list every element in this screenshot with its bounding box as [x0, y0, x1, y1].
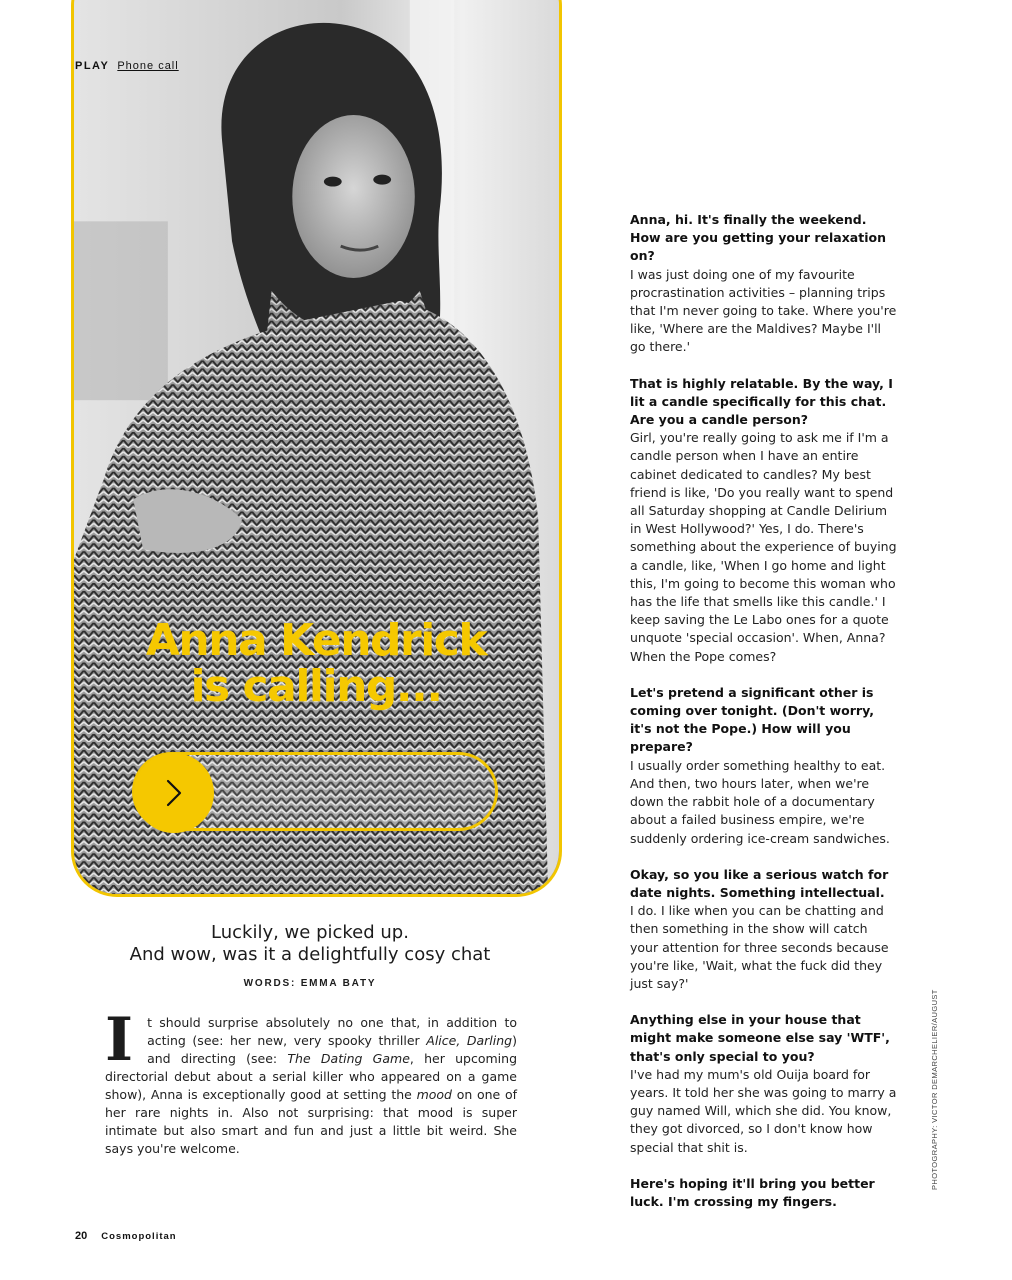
intro-text-4: on one of her rare nights in. Also not surprising: that mood is super intimate but also smart and fun and just a little bit weird. She says you're welcome. — [105, 1087, 517, 1156]
section-name: PLAY — [75, 60, 110, 72]
film-title-alice-darling: Alice, Darling — [426, 1033, 513, 1048]
page-footer — [75, 1230, 177, 1242]
byline: WORDS: EMMA BATY — [243, 978, 377, 989]
question-4: Okay, so you like a serious watch for date nights. Something intellectual. — [630, 866, 889, 900]
answer-1: I was just doing one of my favourite procrastination activities – planning trips that I'm never going to take. Where you're like, 'Where are the Maldives? Maybe I'll go there.' — [630, 266, 897, 355]
intro-emphasis: mood — [416, 1087, 452, 1102]
headline-line-1: Anna Kendrick — [145, 615, 487, 666]
standfirst-line-2: And wow, was it a delightfully cosy chat — [129, 944, 491, 965]
question-3: Let's pretend a significant other is coming over tonight. (Don't worry, it's not the Pope.) How will you prepare? — [630, 684, 875, 755]
photo-credit: PHOTOGRAPHY: VICTOR DEMARCHELIER/AUGUST — [930, 989, 939, 1190]
question-1: Anna, hi. It's finally the weekend. How are you getting your relaxation on? — [630, 212, 886, 264]
intro-text-1: t should surprise absolutely no one that, in addition to acting (see: her new, very spooky thriller — [147, 1015, 517, 1048]
drop-cap: I — [105, 1005, 134, 1075]
question-5: Anything else in your house that might make someone else say 'WTF', that's only special to you? — [630, 1012, 890, 1064]
standfirst-line-1: Luckily, we picked up. — [211, 922, 409, 943]
headline — [96, 615, 536, 712]
answer-call-button[interactable] — [134, 753, 214, 833]
question-2: That is highly relatable. By the way, I lit a candle specifically for this chat. Are you a candle person? — [630, 375, 893, 428]
interview-column — [630, 211, 897, 1211]
intro-text-2: ) and directing (see: — [147, 1033, 518, 1066]
chevron-right-icon — [163, 778, 185, 808]
answer-4: I do. I like when you can be chatting and then something in the show will catch your attention for three seconds because you're like, 'Wait, what the fuck did they just say?' — [630, 903, 889, 991]
question-6: Here's hoping it'll bring you better luck. I'm crossing my fingers. — [630, 1175, 875, 1209]
headline-line-2: is calling... — [190, 661, 442, 712]
intro-paragraph — [105, 1005, 518, 1158]
standfirst — [100, 922, 520, 966]
magazine-name: Cosmopolitan — [101, 1231, 177, 1242]
answer-2: Girl, you're really going to ask me if I'm a candle person when I have an entire cabinet dedicated to candles? My best friend is like, 'Do you really want to spend all Saturday shopping at Candle Delirium in West Hollywood?' Yes, I do. There's something about the experience of buying a candle, like, 'When I go home and light this, I'm going to become this woman who has the life that smells like this candle.' I keep saving the Le Labo ones for a quote unquote 'special occasion'. When, Anna? When the Pope comes? — [630, 430, 897, 664]
answer-5: I've had my mum's old Ouija board for years. It told her she was going to marry a guy named Will, which she did. You know, they got divorced, so I don't know how special that shit is. — [630, 1066, 897, 1155]
page-number: 20 — [75, 1230, 88, 1242]
section-label — [75, 60, 179, 72]
answer-3: I usually order something healthy to eat. And then, two hours later, when we're down the rabbit hole of a documentary about a failed business empire, we're suddenly ordering ice-cream sandwiches. — [630, 757, 890, 846]
section-sublabel: Phone call — [117, 60, 179, 72]
intro-text-3: , her upcoming directorial debut about a serial killer who appeared on a game show), Anna is exceptionally good at setting the — [105, 1051, 517, 1102]
film-title-dating-game: The Dating Game — [287, 1051, 410, 1066]
